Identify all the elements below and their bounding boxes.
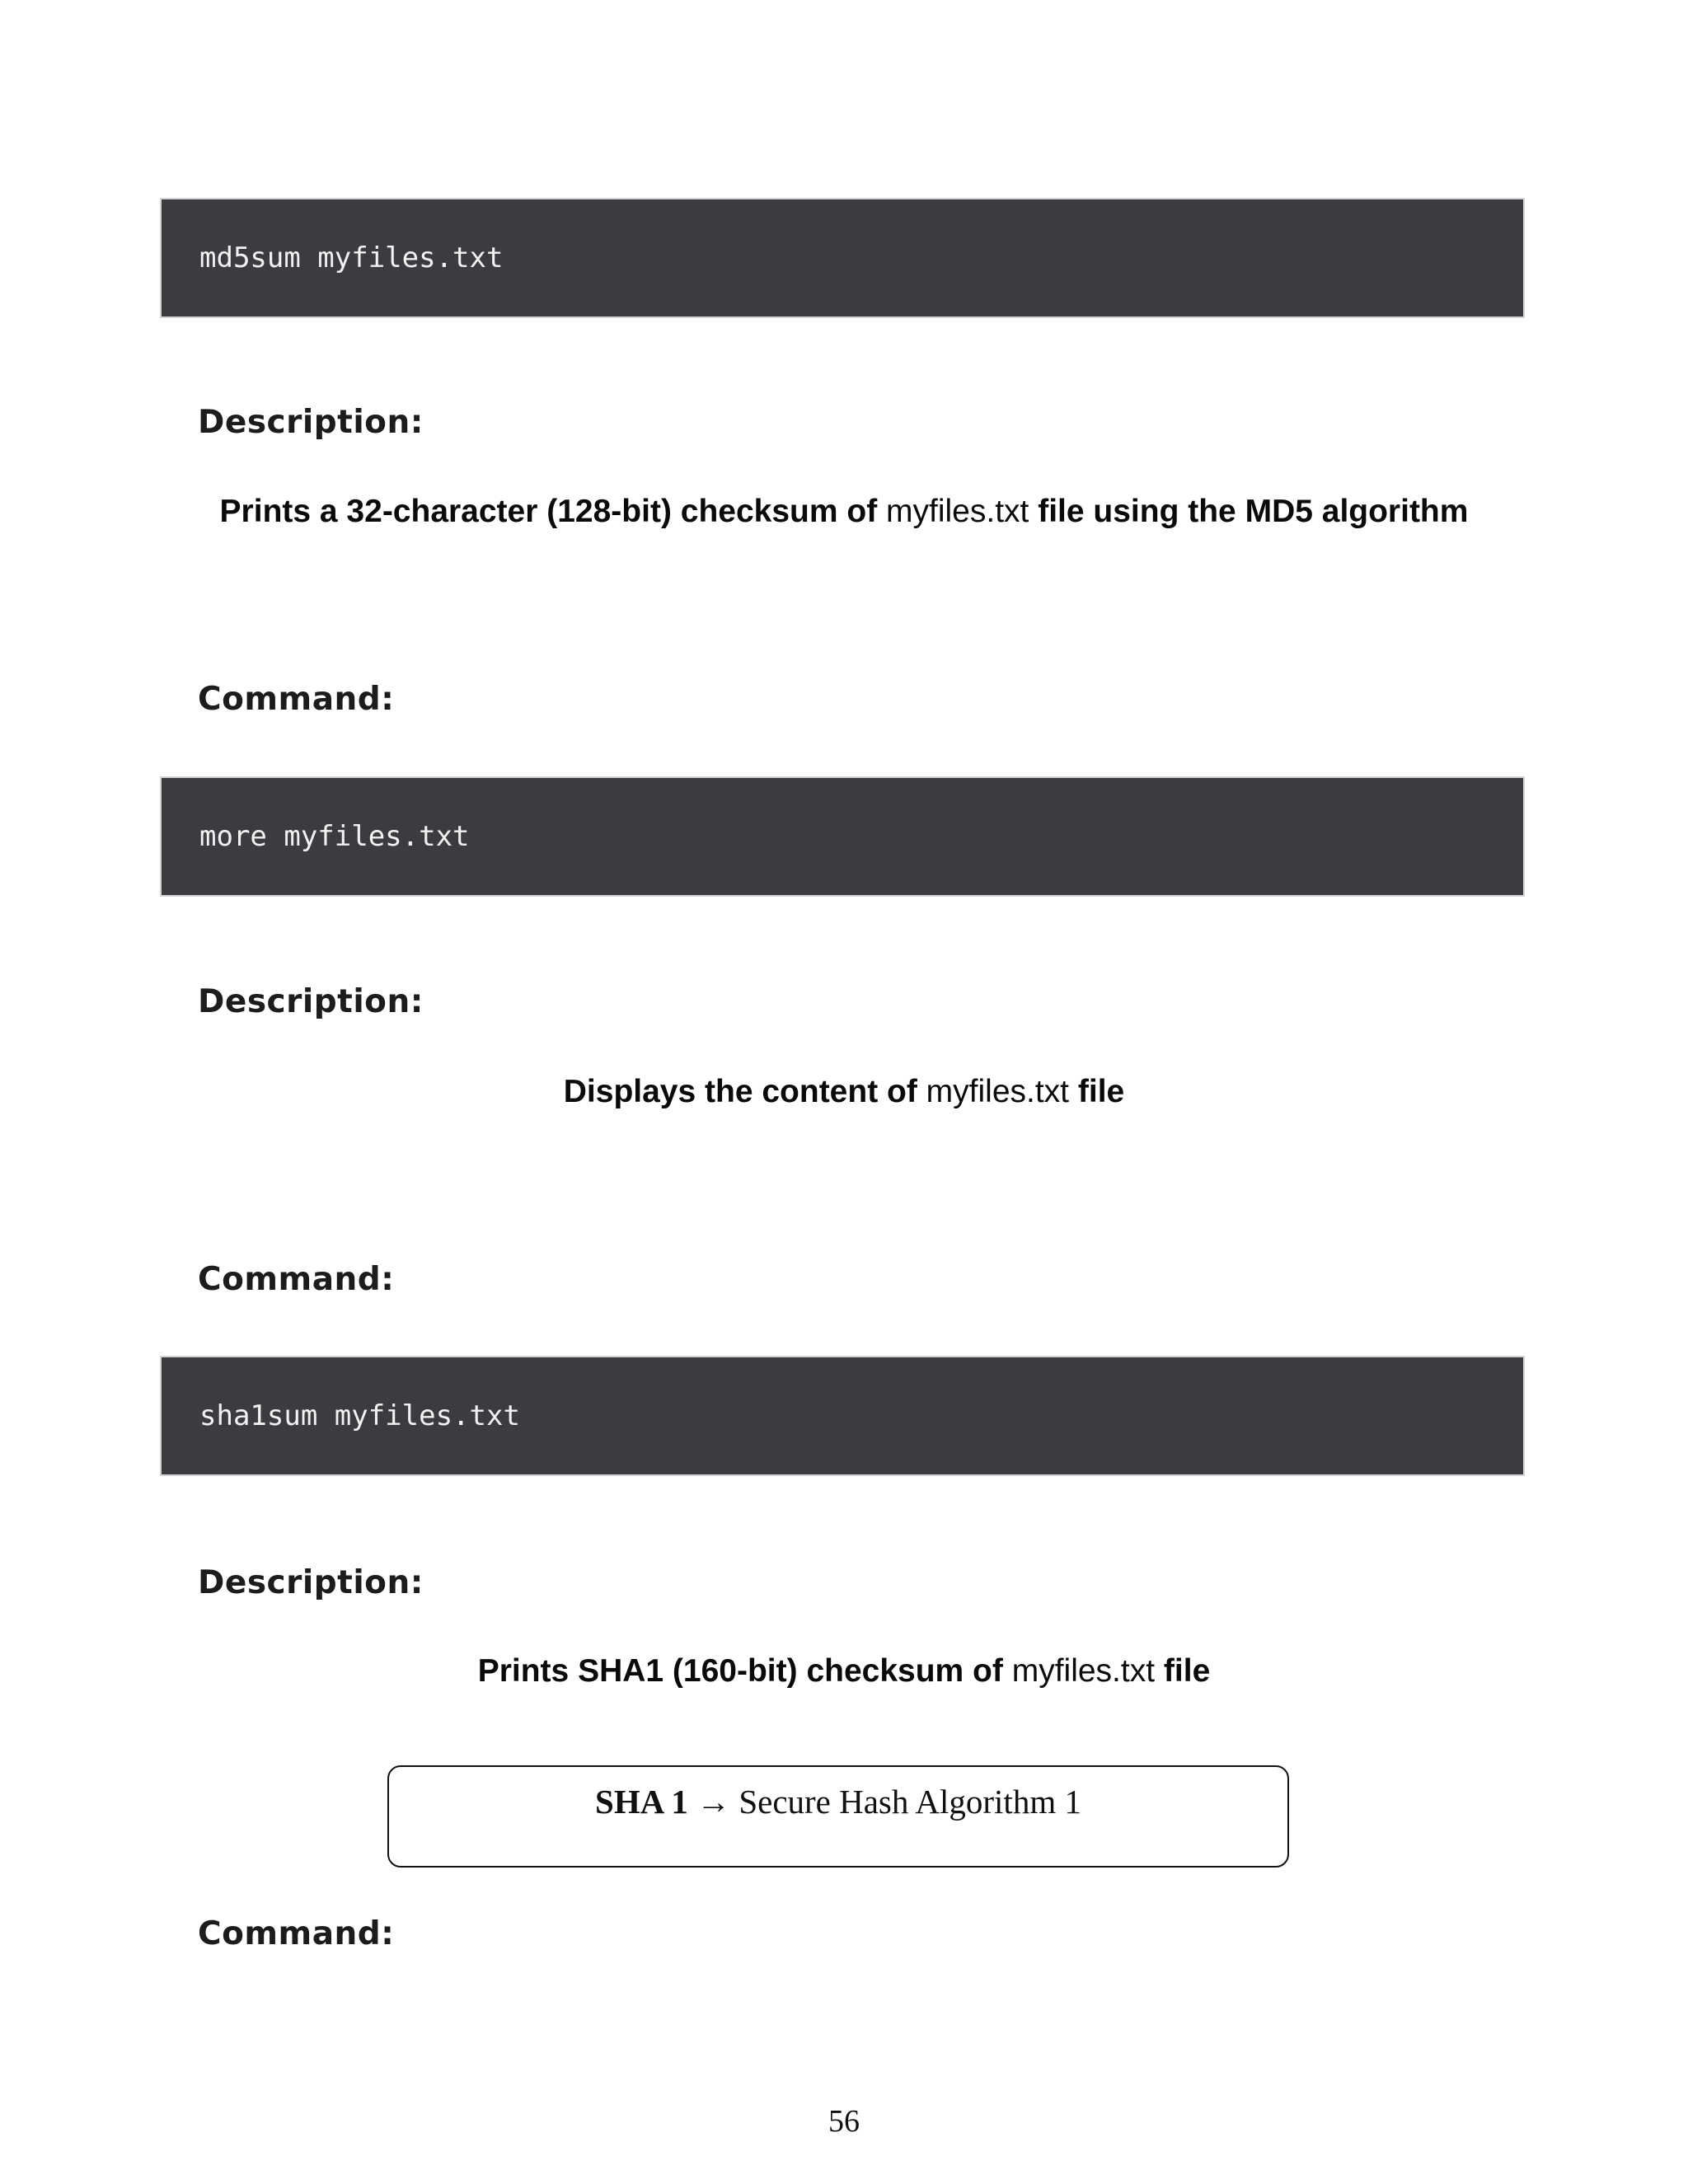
code-text: md5sum myfiles.txt bbox=[199, 241, 504, 274]
description-heading: Description: bbox=[198, 983, 424, 1020]
code-text: sha1sum myfiles.txt bbox=[199, 1399, 520, 1432]
description-suffix: file using the MD5 algorithm bbox=[1038, 494, 1469, 529]
command-heading: Command: bbox=[198, 681, 395, 718]
callout-expansion: Secure Hash Algorithm 1 bbox=[738, 1783, 1081, 1821]
description-prefix: Displays the content of bbox=[563, 1074, 917, 1109]
command-heading: Command: bbox=[198, 1915, 395, 1952]
callout-box bbox=[387, 1765, 1289, 1868]
description-filename: myfiles.txt bbox=[886, 494, 1029, 529]
description-heading: Description: bbox=[198, 1564, 424, 1601]
code-text: more myfiles.txt bbox=[199, 820, 470, 853]
code-block-more bbox=[160, 776, 1525, 897]
code-block-md5sum bbox=[160, 198, 1525, 318]
callout-abbreviation: SHA 1 bbox=[595, 1783, 688, 1821]
description-heading: Description: bbox=[198, 404, 424, 441]
page-number: 56 bbox=[828, 2104, 860, 2139]
description-text bbox=[0, 1653, 1688, 1690]
description-suffix: file bbox=[1077, 1074, 1125, 1109]
code-block-sha1sum bbox=[160, 1356, 1525, 1476]
description-filename: myfiles.txt bbox=[1011, 1653, 1156, 1689]
description-text bbox=[0, 494, 1688, 530]
description-filename: myfiles.txt bbox=[926, 1074, 1070, 1109]
command-heading: Command: bbox=[198, 1261, 395, 1298]
arrow-icon: → bbox=[696, 1783, 731, 1821]
description-suffix: file bbox=[1163, 1653, 1211, 1689]
description-text bbox=[0, 1074, 1688, 1110]
description-prefix: Prints SHA1 (160-bit) checksum of bbox=[477, 1653, 1003, 1689]
description-prefix: Prints a 32-character (128-bit) checksum of bbox=[219, 494, 878, 529]
